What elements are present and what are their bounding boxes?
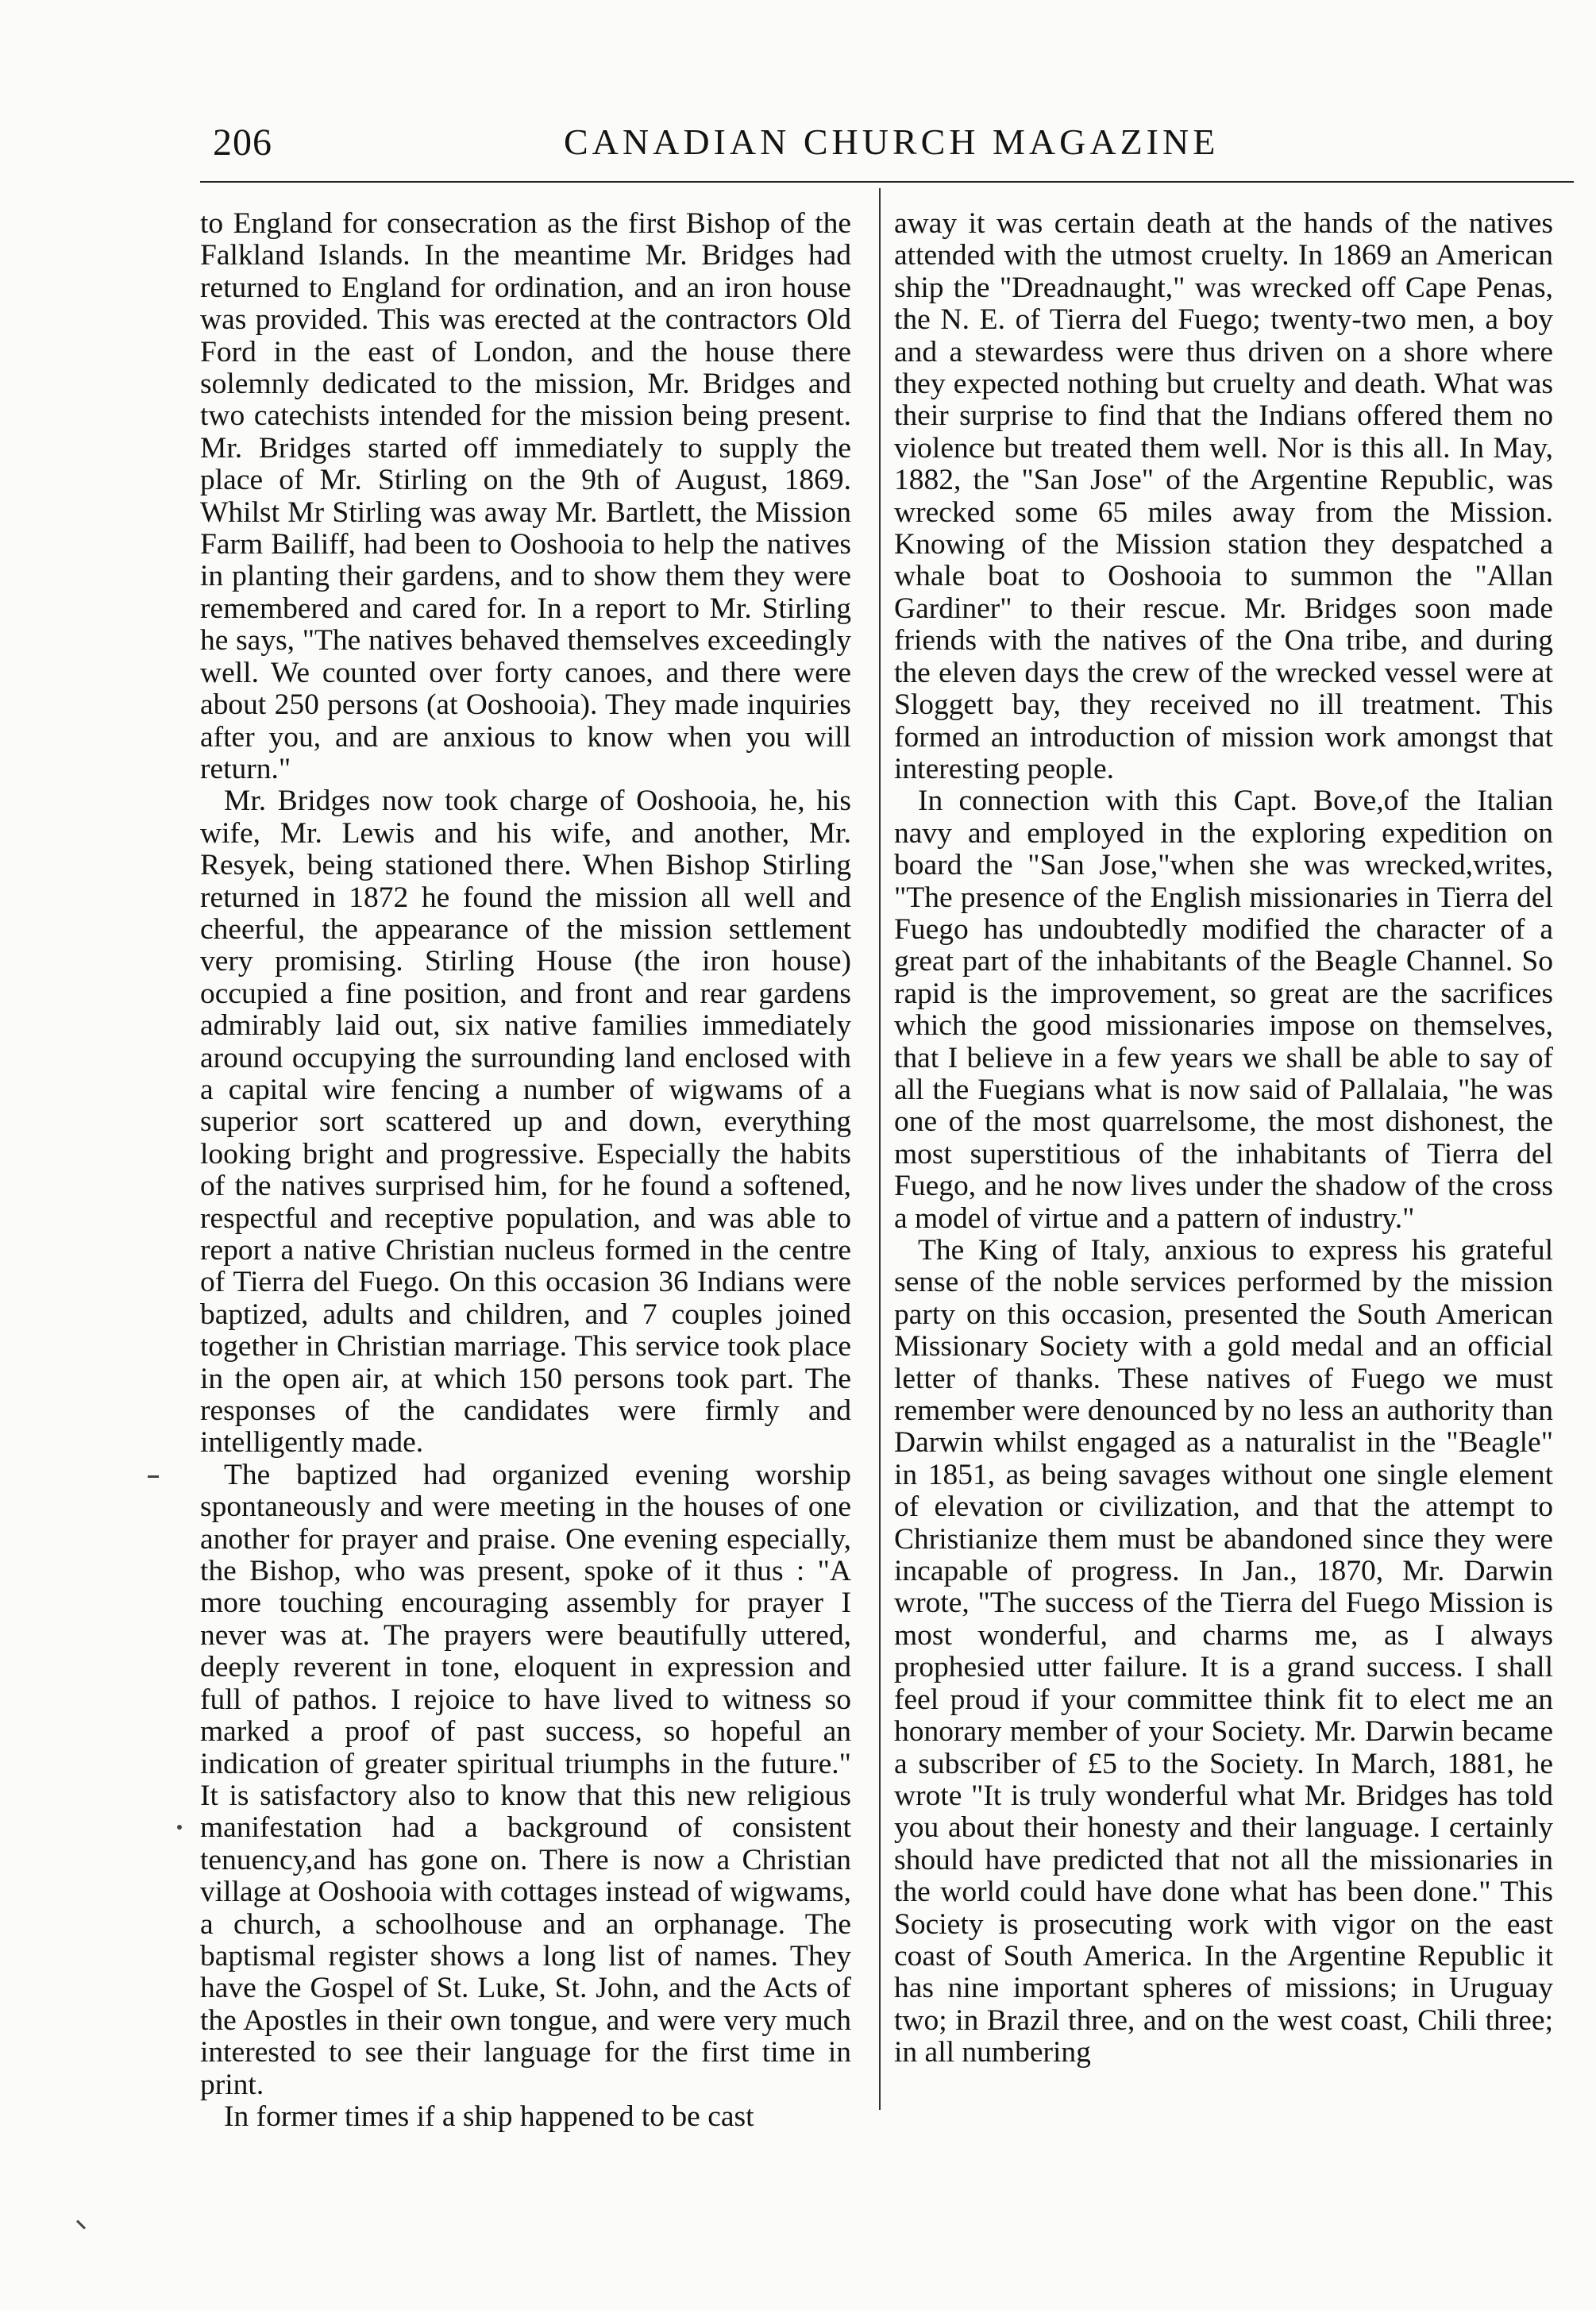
left-paragraph-3: The baptized had organized evening worship spontaneously and were meeting in the houses of one another for prayer and praise. One evening especially, the Bishop, who was present, spoke of it thus : "A more touching encouraging assembly for prayer I never was at. The prayers were beautifully uttered, deeply reverent in tone, eloquent in expression and full of pathos. I rejoice to have lived to witness so marked a proof of past success, so hopeful an indication of greater spiritual triumphs in the future." It is satisfactory also to know that this new religious manifestation had a background of consistent tenuency,and has gone on. There is now a Christian village at Ooshooia with cottages instead of wigwams, a church, a schoolhouse and an orphanage. The baptismal register shows a long list of names. They have the Gospel of St. Luke, St. John, and the Acts of the Apostles in their own tongue, and were very much interested to see their language for the first time in print. <box>200 1458 851 2101</box>
running-title: CANADIAN CHURCH MAGAZINE <box>564 121 1220 162</box>
margin-dot <box>177 1825 182 1830</box>
right-paragraph-2: In connection with this Capt. Bove,of the Italian navy and employed in the exploring expedition on board the "San Jose,"when she was wrecked,writes, "The presence of the English missionaries in Tierra del Fuego has undoubtedly modified the character of a great part of the inhabitants of the Beagle Channel. So rapid is the improvement, so great are the sacrifices which the good missionaries impose on themselves, that I believe in a few years we shall be able to say of all the Fuegians what is now said of Pallalaia, "he was one of the most quarrelsome, the most dishonest, the most superstitious of the inhabitants of Tierra del Fuego, and he now lives under the shadow of the cross a model of virtue and a pattern of industry." <box>894 785 1553 1235</box>
margin-mark <box>148 1475 159 1478</box>
column-divider <box>879 188 881 2110</box>
left-column <box>200 208 851 2133</box>
left-paragraph-1: to England for consecration as the first Bishop of the Falkland Islands. In the meantime Mr. Bridges had returned to England for ordination, and an iron house was provided. This was erected at the contractors Old Ford in the east of London, and the house there solemnly dedicated to the mission, Mr. Bridges and two catechists intended for the mission being present. Mr. Bridges started off immediately to supply the place of Mr. Stirling on the 9th of August, 1869. Whilst Mr Stirling was away Mr. Bartlett, the Mission Farm Bailiff, had been to Ooshooia to help the natives in planting their gardens, and to show them they were remembered and cared for. In a report to Mr. Stirling he says, "The natives behaved themselves exceedingly well. We counted over forty canoes, and there were about 250 persons (at Ooshooia). They made inquiries after you, and are anxious to know when you will return." <box>200 207 851 785</box>
left-paragraph-4: In former times if a ship happened to be cast <box>224 2100 754 2133</box>
right-paragraph-3: The King of Italy, anxious to express his grateful sense of the noble services performed by the mission party on this occasion, presented the South American Missionary Society with a gold medal and an official letter of thanks. These natives of Fuego we must remember were denounced by no less an authority than Darwin whilst engaged as a naturalist in the "Beagle" in 1851, as being savages without one single element of elevation or civilization, and that the attempt to Christianize them must be abandoned since they were incapable of progress. In Jan., 1870, Mr. Darwin wrote, "The success of the Tierra del Fuego Mission is most wonderful, and charms me, as I always prophesied utter failure. It is a grand success. I shall feel proud if your committee think fit to elect me an honorary member of your Society. Mr. Darwin became a subscriber of £5 to the Society. In March, 1881, he wrote "It is truly wonderful what Mr. Bridges has told you about their honesty and their language. I certainly should have predicted that not all the missionaries in the world could have done what has been done." This Society is prosecuting work with vigor on the east coast of South America. In the Argentine Republic it has nine important spheres of missions; in Uruguay two; in Brazil three, and on the west coast, Chili three; in all numbering <box>894 1234 1553 2069</box>
margin-mark <box>76 2219 86 2229</box>
right-column <box>894 208 1553 2069</box>
page-number: 206 <box>213 121 272 164</box>
left-paragraph-2: Mr. Bridges now took charge of Ooshooia, he, his wife, Mr. Lewis and his wife, and another, Mr. Resyek, being stationed there. When Bishop Stirling returned in 1872 he found the mission all well and cheerful, the appearance of the mission settlement very promising. Stirling House (the iron house) occupied a fine position, and front and rear gardens admirably laid out, six native families immediately around occupying the surrounding land enclosed with a capital wire fencing a number of wigwams of a superior sort scattered up and down, everything looking bright and progressive. Especially the habits of the natives surprised him, for he found a softened, respectful and receptive population, and was able to report a native Christian nucleus formed in the centre of Tierra del Fuego. On this occasion 36 Indians were baptized, adults and children, and 7 couples joined together in Christian marriage. This service took place in the open air, at which 150 persons took part. The responses of the candidates were firmly and intelligently made. <box>200 785 851 1460</box>
right-paragraph-1: away it was certain death at the hands of the natives attended with the utmost cruelty. In 1869 an American ship the "Dreadnaught," was wrecked off Cape Penas, the N. E. of Tierra del Fuego; twenty-two men, a boy and a stewardess were thus driven on a shore where they expected nothing but cruelty and death. What was their surprise to find that the Indians offered them no violence but treated them well. Nor is this all. In May, 1882, the "San Jose" of the Argentine Republic, was wrecked some 65 miles away from the Mission. Knowing of the Mission station they despatched a whale boat to Ooshooia to summon the "Allan Gardiner" to their rescue. Mr. Bridges soon made friends with the natives of the Ona tribe, and during the eleven days the crew of the wrecked vessel were at Sloggett bay, they received no ill treatment. This formed an introduction of mission work amongst that interesting people. <box>894 207 1553 785</box>
header-rule <box>200 181 1574 183</box>
